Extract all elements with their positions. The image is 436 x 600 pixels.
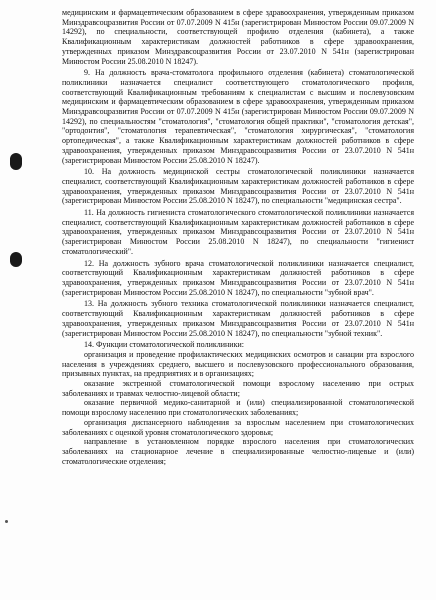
binder-hole-top xyxy=(10,153,22,170)
function-item: направление в установленном порядке взрослого населения при стоматологических заболеваниях на стационарное лечение в специализированные челюстно-лицевые и (или) стоматологические отделения; xyxy=(62,437,414,466)
function-item: оказание экстренной стоматологической помощи взрослому населению при острых заболеваниях и травмах челюстно-лицевой области; xyxy=(62,379,414,398)
binder-hole-bottom xyxy=(10,252,22,267)
paragraph-item-12: 12. На должность зубного врача стоматологической поликлиники назначается специалист, соответствующий Квалификационным характеристикам должностей работников в сфере здравоохранения, утвержденных приказом Минздравсоцразвития России от 23.07.2010 N 541н (зарегистрирован Минюстом России 25.08.2010 N 18247), по специальности "зубной врач". xyxy=(62,258,414,297)
function-item: организация диспансерного наблюдения за взрослым населением при стоматологических заболеваниях с оценкой уровня стоматологического здоровья; xyxy=(62,417,414,437)
paragraph-item-9: 9. На должность врача-стоматолога профильного отделения (кабинета) стоматологической поликлиники назначается специалист соответствующего стоматологического профиля, соответствующий Квалификационным требованиям к специалистам с высшим и послевузовским медицинским и фармацевтическим образованием в сфере здравоохранения, утвержденным приказом Минздравсоцразвития России от 07.07.2009 N 415н (зарегистрирован Минюстом России 09.07.2009 N 14292), по специальностям "стоматология", "стоматология общей практики", "стоматология детская", "ортодонтия", "стоматология терапевтическая", "стоматология хирургическая", "стоматология ортопедическая", а также Квалификационным характеристикам должностей работников в сфере здравоохранения, утвержденных приказом Минздравсоцразвития России от 23.07.2010 N 541н (зарегистрирован Минюстом России 25.08.2010 N 18247). xyxy=(62,68,414,165)
paragraph-item-11: 11. На должность гигиениста стоматологического стоматологической поликлиники назначается специалист, соответствующий Квалификационным характеристикам должностей работников в сфере здравоохранения, утвержденных приказом Минздравсоцразвития России от 23.07.2010 N 541н (зарегистрирован Минюстом России 25.08.2010 N 18247), по специальности "гигиенист стоматологический". xyxy=(62,208,414,256)
function-item: оказание первичной медико-санитарной и (или) специализированной стоматологической помощи взрослому населению при стоматологических заболеваниях; xyxy=(62,398,414,418)
paragraph-continuation: медицинским и фармацевтическим образованием в сфере здравоохранения, утвержденным приказом Минздравсоцразвития России от 07.07.2009 N 415н (зарегистрирован Минюстом России 09.07.2009 N 14292), по специальности, соответствующей профилю отделения (кабинета), а также Квалификационным характеристикам должностей работников в сфере здравоохранения, утвержденных приказом Минздравсоцразвития России от 23.07.2010 N 541н (зарегистрирован Минюстом России 25.08.2010 N 18247). xyxy=(62,8,414,66)
paragraph-item-13: 13. На должность зубного техника стоматологической поликлиники назначается специалист, соответствующий Квалификационным характеристикам должностей работников в сфере здравоохранения, утвержденных приказом Минздравсоцразвития России от 23.07.2010 N 541н (зарегистрирован Минюстом России 25.08.2010 N 18247), по специальности "зубной техник". xyxy=(62,299,414,338)
function-item: организация и проведение профилактических медицинских осмотров и санации рта взрослого населения в учреждениях среднего, высшего и послевузовского профессионального образования, призывных пунктах, на предприятиях и в организациях; xyxy=(62,349,414,379)
document-body xyxy=(62,8,414,466)
paragraph-item-14: 14. Функции стоматологической поликлиники: xyxy=(84,340,244,350)
paragraph-item-10: 10. На должность медицинской сестры стоматологической поликлиники назначается специалист, соответствующий Квалификационным характеристикам должностей работников в сфере здравоохранения, утвержденных приказом Минздравсоцразвития России от 23.07.2010 N 541н (зарегистрирован Минюстом России 25.08.2010 N 18247), по специальности "медицинская сестра". xyxy=(62,167,414,206)
scan-mark xyxy=(5,520,8,523)
